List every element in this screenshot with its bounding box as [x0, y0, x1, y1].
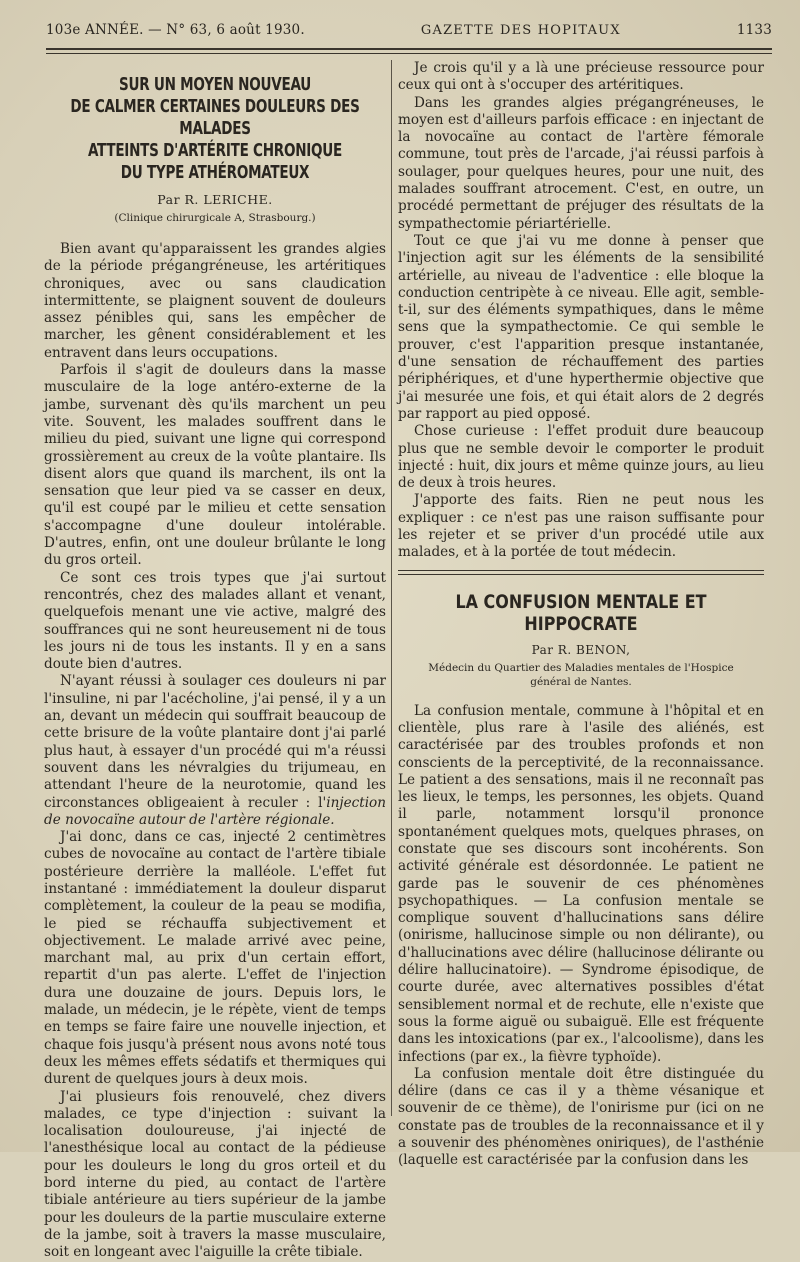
paragraph: J'ai plusieurs fois renouvelé, chez divers malades, ce type d'injection : suivant la localisation douloureuse, j'ai injecté de l'anesthésique local au contact de la pédieuse pour les douleurs le long du gros orteil et du bord interne du pied, au contact de l'artère tibiale antérieure au tiers supérieur de la jambe pour les douleurs de la partie musculaire externe de la jambe, soit à travers la masse musculaire, soit en longeant avec l'aiguille la crête tibiale. — [44, 1088, 386, 1261]
column-divider — [391, 60, 392, 1116]
article-separator — [398, 570, 764, 571]
paragraph: La confusion mentale doit être distinguée du délire (dans ce cas il y a thème vésanique et souvenir de ce thème), de l'onirisme pur (ici on ne constate pas de troubles de la reconnaissance et il y a souvenir des phénomènes oniriques), de l'asthénie (laquelle est caractérisée par la confusion dans les — [398, 1065, 764, 1169]
article1-author: Par R. LERICHE. — [157, 192, 273, 207]
paragraph: Tout ce que j'ai vu me donne à penser que l'injection agit sur les éléments de la sensibilité artérielle, au niveau de l'adventice : elle bloque la conduction centripète à ce niveau. Elle agit, semble-t-il, sur des éléments sympathiques, dans le même sens que la sympathectomie. Ce qui semble le prouver, c'est l'apparition presque instantanée, d'une sensation de réchauffement des parties périphériques, et d'une hyperthermie objective que j'ai mesurée une fois, et qui était alors de 2 degrés par rapport au pied opposé. — [398, 232, 764, 422]
article2-author: Par R. BENON, — [531, 642, 631, 657]
article1-affiliation: (Clinique chirurgicale A, Strasbourg.) — [114, 212, 316, 224]
paragraph: J'apporte des faits. Rien ne peut nous les expliquer : ce n'est pas une raison suffisante pour les rejeter et se priver d'un procédé utile aux malades, et à la portée de tout médecin. — [398, 492, 764, 561]
paragraph: Je crois qu'il y a là une précieuse ressource pour ceux qui ont à s'occuper des artéritiques. — [398, 60, 764, 94]
page-header — [46, 22, 772, 44]
paragraph: Dans les grandes algies prégangréneuses, le moyen est d'ailleurs parfois efficace : en injectant de la novocaïne au contact de l'artère fémorale commune, tout près de l'arcade, j'ai réussi parfois à soulager, pour quelques heures, pour une nuit, des malades souffrant atrocement. C'est, en outre, un procédé permettant de préjuger des résultats de la sympathectomie périartérielle. — [398, 94, 764, 232]
left-column — [44, 60, 386, 1261]
issue-info: 103e ANNÉE. — N° 63, 6 août 1930. — [46, 22, 305, 38]
article2-affiliation: Médecin du Quartier des Maladies mentales de l'Hospice général de Nantes. — [428, 661, 734, 688]
header-rule-thin — [46, 53, 772, 54]
article2-title: LA CONFUSION MENTALE ET HIPPOCRATE — [455, 590, 707, 635]
paragraph: Chose curieuse : l'effet produit dure beaucoup plus que ne semble devoir le comporter le produit injecté : huit, dix jours et même quinze jours, au lieu de deux à trois heures. — [398, 423, 764, 492]
paragraph: J'ai donc, dans ce cas, injecté 2 centimètres cubes de novocaïne au contact de l'artère tibiale postérieure derrière la malléole. L'effet fut instantané : immédiatement la douleur disparut complètement, la couleur de la peau se modifia, le pied se réchauffa subjectivement et objectivement. Le malade arrivé avec peine, marchant mal, au prix d'un certain effort, repartit d'un pas alerte. L'effet de l'injection dura une douzaine de jours. Depuis lors, le malade, un médecin, je le répète, vient de temps en temps se faire faire une nouvelle injection, et chaque fois jusqu'à présent nous avons noté tous deux les mêmes effets sédatifs et thermiques qui durent de quelques jours à deux mois. — [44, 829, 386, 1088]
paragraph: N'ayant réussi à soulager ces douleurs ni par l'insuline, ni par l'acécholine, j'ai pensé, il y a un an, devant un médecin qui souffrait beaucoup de cette brisure de la voûte plantaire dont j'ai parlé plus haut, à essayer d'un procédé qui m'a réussi souvent dans les névralgies du trijumeau, en attendant l'heure de la neurotomie, quand les circonstances obligeaient à reculer : l'injection de novocaïne autour de l'artère régionale. — [44, 673, 386, 828]
article-separator-thin — [398, 574, 764, 575]
italic-phrase: injection de novocaïne autour de l'artère régionale. — [44, 794, 386, 828]
journal-name: GAZETTE DES HOPITAUX — [420, 23, 621, 38]
paragraph: Ce sont ces trois types que j'ai surtout rencontrés, chez des malades allant et venant, quelquefois menant une vie active, malgré des souffrances qui ne sont heureusement ni de tous les jours ni de tous les instants. Il y en a sans doute bien d'autres. — [44, 569, 386, 673]
paragraph: Bien avant qu'apparaissent les grandes algies de la période prégangréneuse, les artéritiques chroniques, avec ou sans claudication intermittente, se plaignent souvent de douleurs assez pénibles qui, sans les empêcher de marcher, les gênent considérablement et les entravent dans leurs occupations. — [44, 241, 386, 361]
article1-title: SUR UN MOYEN NOUVEAU DE CALMER CERTAINES DOULEURS DES MALADES ATTEINTS D'ARTÉRITE CHRONIQUE DU TYPE ATHÉROMATEUX — [70, 75, 360, 183]
page-number: 1133 — [736, 22, 772, 38]
header-rule — [46, 48, 772, 50]
right-column — [398, 60, 764, 1169]
paragraph: La confusion mentale, commune à l'hôpital et en clientèle, plus rare à l'asile des aliénés, est caractérisée par des troubles profonds et non conscients de la perceptivité, de la reconnaissance. Le patient a des sensations, mais il ne reconnaît pas les lieux, le temps, les personnes, les objets. Quand il parle, notamment lorsqu'il prononce spontanément quelques mots, quelques phrases, on constate que ses discours sont incohérents. Son activité générale est désordonnée. Le patient ne garde pas le souvenir de ces phénomènes psychopathiques. — La confusion mentale se complique souvent d'hallucinations sans délire (onirisme, hallucinose simple ou non délirante), ou d'hallucinations avec délire (hallucinose délirante ou délire hallucinatoire). — Syndrome épisodique, de courte durée, avec alternatives possibles d'état sensiblement normal et de rechute, elle n'existe que sous la forme aiguë ou subaiguë. Elle est fréquente dans les intoxications (par ex., l'alcoolisme), dans les infections (par ex., la fièvre typhoïde). — [398, 702, 764, 1065]
paragraph: Parfois il s'agit de douleurs dans la masse musculaire de la loge antéro-externe de la jambe, survenant dès qu'ils marchent un peu vite. Souvent, les malades souffrent dans le milieu du pied, suivant une ligne qui correspond grossièrement au creux de la voûte plantaire. Ils disent alors que quand ils marchent, ils ont la sensation que leur pied va se casser en deux, qu'il est coupé par le milieu et cette sensation s'accompagne d'une douleur intolérable. D'autres, enfin, ont une douleur brûlante le long du gros orteil. — [44, 362, 386, 569]
